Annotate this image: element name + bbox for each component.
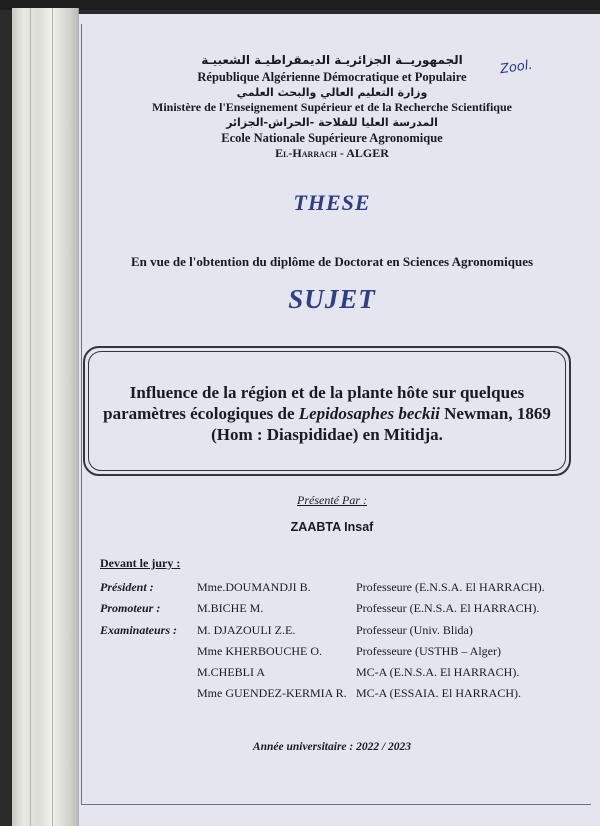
subject-heading: SUJET (288, 284, 376, 314)
scan-edge (0, 0, 600, 10)
arabic-republic-line: الجمهوريــة الجزائريـة الديمقراطيـة الشعبيـة (201, 53, 463, 67)
subject-title (96, 382, 558, 445)
handwritten-note: Zool. (499, 57, 534, 78)
subject-part1: Influence de la région et de la plante hôte sur quelques paramètres écologiques de (103, 383, 525, 423)
binding-line (30, 8, 31, 826)
jury-title: Professeur (E.N.S.A. El HARRACH). (356, 601, 540, 615)
page-frame-bottom (81, 804, 591, 805)
ministry-line: Ministère de l'Enseignement Supérieur et de la Recherche Scientifique (152, 100, 512, 114)
jury-name: M.BICHE M. (197, 601, 264, 615)
city-line: El-Harrach - ALGER (275, 146, 389, 160)
jury-role: Examinateurs : (100, 623, 178, 637)
academic-year: Année universitaire : 2022 / 2023 (252, 741, 412, 753)
jury-role: Promoteur : (100, 601, 161, 615)
jury-name: M.CHEBLI A (197, 665, 266, 679)
species-name: Lepidosaphes beckii (298, 404, 440, 423)
document-type-title: THESE (293, 190, 371, 215)
subject-part2: Newman, 1869 (Hom : Diaspididae) en Mitidja. (211, 404, 551, 444)
binding-line (52, 8, 53, 826)
jury-title: MC-A (E.N.S.A. El HARRACH). (356, 665, 520, 679)
jury-name: Mme KHERBOUCHE O. (197, 644, 322, 658)
jury-name: M. DJAZOULI Z.E. (197, 623, 296, 637)
author-name: ZAABTA Insaf (290, 520, 374, 534)
republic-line: République Algérienne Démocratique et Populaire (197, 70, 467, 84)
diploma-purpose: En vue de l'obtention du diplôme de Doctorat en Sciences Agronomiques (130, 254, 534, 269)
arabic-school-line: المدرسة العليا للفلاحة -الحراش-الجزائر (226, 116, 438, 129)
jury-title: Professeur (Univ. Blida) (356, 623, 473, 637)
jury-title: MC-A (ESSAIA. El HARRACH). (356, 686, 522, 700)
presented-by-label: Présenté Par : (297, 493, 367, 507)
jury-heading: Devant le jury : (100, 556, 181, 570)
school-line: Ecole Nationale Supérieure Agronomique (221, 131, 443, 145)
jury-role: Président : (100, 580, 154, 594)
jury-name: Mme.DOUMANDJI B. (197, 580, 311, 594)
jury-name: Mme GUENDEZ-KERMIA R. (197, 686, 347, 700)
binding-strip (12, 8, 79, 826)
jury-title: Professeure (USTHB – Alger) (356, 644, 501, 658)
arabic-ministry-line: وزارة التعليم العالي والبحث العلمي (236, 86, 428, 99)
jury-title: Professeure (E.N.S.A. El HARRACH). (356, 580, 545, 594)
